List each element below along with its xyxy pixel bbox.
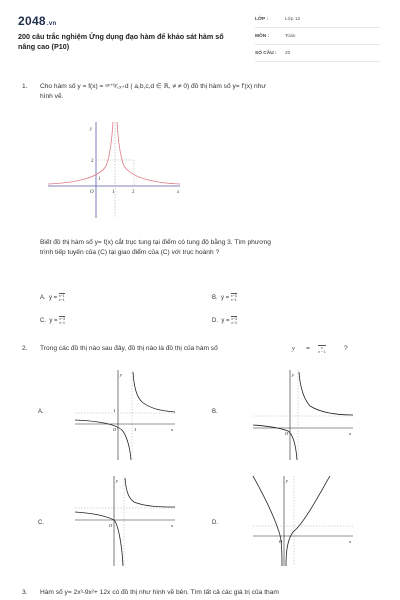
curve-right-branch bbox=[299, 372, 353, 415]
y-axis-label: y bbox=[90, 127, 93, 132]
fraction-denominator: x−1 bbox=[58, 298, 65, 302]
curve-right-branch bbox=[286, 476, 330, 566]
question-number: 2. bbox=[22, 345, 28, 352]
q1-option-c[interactable] bbox=[40, 316, 65, 325]
question-2-stem bbox=[22, 344, 382, 356]
q1-option-a[interactable] bbox=[40, 293, 65, 302]
option-text: y = bbox=[221, 318, 232, 325]
q2-graph-b bbox=[248, 368, 358, 460]
question-text-line: hình vẽ. bbox=[40, 93, 64, 100]
q1-option-d[interactable] bbox=[212, 316, 237, 325]
question-mark: ? bbox=[344, 345, 348, 352]
axis-label: y bbox=[292, 372, 294, 377]
function-equals: = bbox=[306, 345, 310, 352]
question-text-line: Biết đồ thị hàm số y= f(x) cắt trục tung tại điểm có tung độ bằng 3. Tìm phương bbox=[40, 239, 271, 246]
option-text: y = bbox=[49, 318, 60, 325]
question-1-body bbox=[22, 238, 382, 260]
option-letter: D. bbox=[212, 318, 218, 325]
origin-label: O bbox=[90, 190, 94, 195]
meta-label: SỐ CÂU : bbox=[255, 51, 277, 56]
meta-value: 20 bbox=[285, 51, 291, 56]
option-fraction bbox=[231, 316, 237, 325]
option-letter: A. bbox=[38, 409, 44, 415]
q2-option-b[interactable] bbox=[212, 409, 218, 415]
x-axis-label: x bbox=[177, 190, 180, 195]
tick-label: 1 bbox=[112, 190, 115, 195]
tick-label: 1 bbox=[134, 427, 137, 432]
fraction-denominator: x−2 bbox=[231, 321, 237, 325]
question-text-line: trình tiếp tuyến của (C) tại giao điểm của (C) với trục hoành ? bbox=[40, 249, 220, 256]
option-fraction bbox=[59, 293, 65, 302]
meta-label: LỚP : bbox=[255, 17, 269, 22]
origin-label: O bbox=[113, 427, 117, 432]
question-text: Hàm số y= 2x³-9x²+ 12x có đồ thị như hình vẽ bên. Tìm tất cả các giá trị của tham bbox=[40, 589, 279, 596]
option-letter: B. bbox=[212, 409, 218, 415]
option-letter: B. bbox=[212, 295, 218, 302]
curve-left-branch bbox=[253, 425, 297, 460]
fraction-numerator: x−3 bbox=[230, 294, 237, 298]
document-meta bbox=[255, 14, 380, 65]
option-text: y = bbox=[49, 295, 59, 302]
question-3-stem bbox=[22, 588, 382, 600]
axis-label: x bbox=[349, 431, 351, 436]
meta-value: Lớp 12 bbox=[285, 17, 301, 22]
option-letter: C. bbox=[38, 520, 44, 526]
origin-label: O bbox=[109, 523, 113, 528]
tick-label: 1 bbox=[98, 177, 101, 182]
fraction-numerator: x−3 bbox=[59, 317, 65, 321]
tick-label: 2 bbox=[91, 159, 94, 164]
document-title: 200 câu trắc nghiệm Ứng dụng đạo hàm để khảo sát hàm số nâng cao (P10) bbox=[18, 32, 224, 51]
meta-row-class bbox=[255, 14, 380, 28]
axis-label: y bbox=[286, 478, 288, 483]
option-fraction bbox=[59, 316, 65, 325]
option-fraction bbox=[231, 293, 237, 302]
tick-label: 1 bbox=[113, 408, 116, 413]
q2-graph-d bbox=[248, 474, 358, 566]
axis-label: y bbox=[116, 478, 118, 483]
fraction-denominator: x−1 bbox=[230, 298, 237, 302]
logo-text: 2048 bbox=[18, 14, 46, 28]
q1-option-b[interactable] bbox=[212, 293, 237, 302]
question-text: Trong các đồ thị nào sau đây, đồ thị nào là đồ thị của hàm số bbox=[40, 345, 218, 352]
axis-label: x bbox=[171, 427, 173, 432]
fraction-numerator: x−1 bbox=[58, 294, 65, 298]
site-logo[interactable] bbox=[18, 14, 56, 28]
meta-row-subject bbox=[255, 31, 380, 45]
fraction-denominator: x−1 bbox=[59, 321, 65, 325]
q2-option-c[interactable] bbox=[38, 520, 44, 526]
question-text-line: Cho hàm số y = f(x) = ᵃˣ⁺ᵇ⁄꜀ₓ₊d ( a,b,c,d ∈ ℝ, ≠ ≠ 0) đồ thị hàm số y= f'(x) như bbox=[40, 83, 266, 90]
fraction-numerator: x−3 bbox=[231, 317, 237, 321]
q2-option-d[interactable] bbox=[212, 520, 218, 526]
q2-graph-c bbox=[70, 474, 180, 566]
question-number: 1. bbox=[22, 83, 28, 90]
option-letter: C. bbox=[40, 318, 46, 325]
fraction-numerator: x bbox=[320, 346, 323, 350]
curve-right-branch bbox=[133, 372, 175, 412]
q2-option-a[interactable] bbox=[38, 409, 44, 415]
option-letter: D. bbox=[212, 520, 218, 526]
curve-right-branch bbox=[117, 122, 180, 184]
fraction-denominator: x − 1 bbox=[318, 350, 326, 354]
axis-label: x bbox=[349, 539, 351, 544]
tick-label: 2 bbox=[132, 190, 135, 195]
axis-label: x bbox=[171, 523, 173, 528]
curve-right-branch bbox=[125, 478, 175, 507]
origin-label: O bbox=[285, 431, 289, 436]
function-y: y bbox=[292, 345, 295, 352]
question-1-stem bbox=[22, 82, 382, 112]
q1-derivative-graph bbox=[44, 118, 184, 218]
meta-label: MÔN : bbox=[255, 34, 270, 39]
curve-left-branch bbox=[253, 476, 282, 566]
logo-suffix: .vn bbox=[46, 21, 57, 27]
origin-label: O bbox=[279, 539, 283, 544]
curve-left-branch bbox=[48, 122, 113, 184]
q2-graph-a bbox=[70, 368, 180, 460]
option-text: y = bbox=[221, 295, 231, 302]
option-letter: A. bbox=[40, 295, 46, 302]
curve-left-branch bbox=[75, 420, 131, 460]
meta-row-count bbox=[255, 48, 380, 62]
page-header bbox=[0, 0, 400, 62]
axis-label: y bbox=[120, 372, 122, 377]
question-number: 3. bbox=[22, 589, 28, 596]
function-fraction bbox=[318, 345, 326, 354]
meta-value: Toán bbox=[285, 34, 296, 39]
